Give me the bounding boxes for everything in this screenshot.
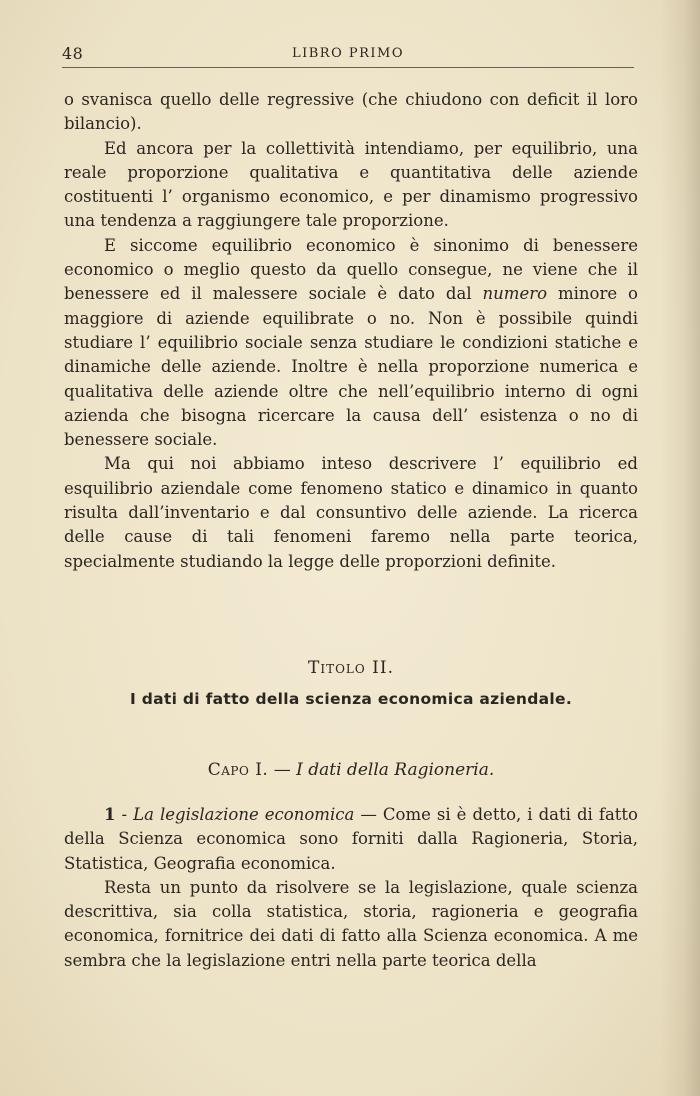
paragraph-text: minore o maggiore di aziende equilibrate o no. Non è possibile quindi studiare l’ equilibrio sociale senza studiare le condizioni statiche e dinamiche delle aziende. Inoltre è nella proporzione numerica e qualitativa delle aziende oltre che nell’equilibrio interno di ogni azienda che bisogna ricercare la causa dell’ esistenza o no di benessere sociale. — [64, 284, 638, 450]
titolo-heading: I dati di fatto della scienza economica aziendale. — [129, 690, 573, 708]
paragraph: o svanisca quello delle regressive (che chiudono con deficit il loro bilancio). — [64, 90, 638, 134]
section-title: La legislazione economica — [133, 805, 355, 824]
section-number: 1 — [104, 805, 116, 824]
paragraph-text: E siccome equilibrio economico è sinonimo di benessere economico o meglio questo da quello consegue, ne viene che il benessere ed il malessere sociale è dato dal — [64, 235, 638, 304]
body-text-bottom — [64, 803, 638, 973]
section-paragraph — [64, 803, 638, 876]
body-text-top — [64, 88, 638, 574]
chapter-separator: — — [268, 760, 297, 780]
chapter-label: Capo I. — [207, 760, 269, 780]
header-rule — [62, 67, 634, 68]
paragraph: Resta un punto da risolvere se la legislazione, quale scienza descrittiva, sia colla statistica, storia, ragioneria e geografia economica, fornitrice dei dati di fatto alla Scienza economica. A me sembra che la legislazione entri nella parte teorica della — [64, 877, 638, 970]
page-header — [62, 44, 634, 68]
emphasized-word: numero — [482, 284, 548, 304]
binding-shadow — [660, 0, 700, 1096]
paragraph: Ma qui noi abbiamo inteso descrivere l’ equilibrio ed esquilibrio aziendale come fenomeno statico e dinamico in quanto risulta dall’inventario e dal consuntivo delle aziende. La ricerca delle cause di tali fenomeni faremo nella parte teorica, specialmente studiando la legge delle proporzioni definite. — [64, 454, 638, 571]
section-dash: - — [115, 805, 134, 824]
titolo-label: Titolo II. — [308, 658, 394, 678]
page-number: 48 — [62, 44, 84, 63]
chapter-title: I dati della Ragioneria. — [296, 760, 495, 780]
paragraph: Ed ancora per la collettività intendiamo, per equilibrio, una reale proporzione qualitativa e quantitativa delle aziende costituenti l’ organismo economico, e per dinamismo progressivo una tendenza a raggiungere tale proporzione. — [64, 138, 638, 231]
paragraph — [64, 234, 638, 453]
section-text: — Come si è detto, i dati di fatto della Scienza economica sono forniti dalla Ragioneria, Storia, Statistica, Geografia economica. — [64, 805, 638, 873]
running-head: LIBRO PRIMO — [291, 46, 405, 61]
chapter-heading — [64, 760, 638, 780]
